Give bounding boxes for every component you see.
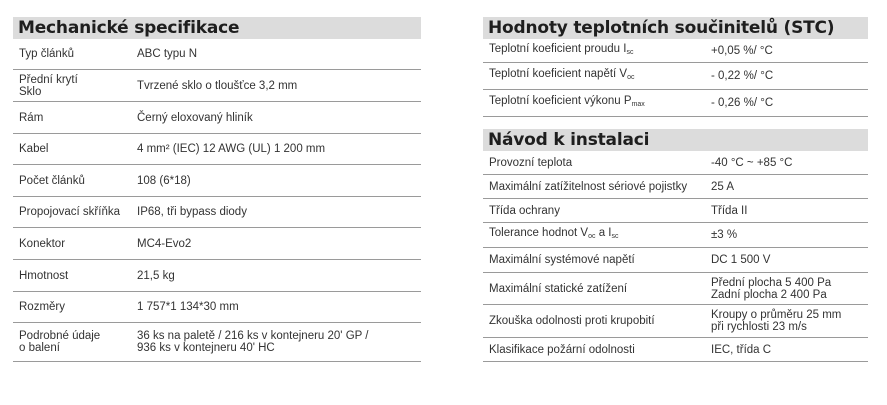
label-subscript: sc [626, 48, 634, 56]
spec-value: 108 (6*18) [137, 174, 191, 187]
spec-value-line1: Přední plocha 5 400 Pa [711, 276, 832, 289]
spec-label: Klasifikace požární odolnosti [489, 343, 635, 356]
spec-label [483, 95, 711, 111]
spec-value: 4 mm² (IEC) 12 AWG (UL) 1 200 mm [137, 143, 326, 155]
label-text: Teplotní koeficient výkonu P [489, 95, 632, 107]
install-row-system-voltage [483, 248, 868, 273]
spec-row-dimensions [13, 292, 421, 323]
mechanical-specs-panel [13, 17, 421, 362]
spec-value-line2: Zadní plocha 2 400 Pa [711, 288, 827, 301]
spec-value: Třída II [711, 204, 748, 217]
spec-value: IEC, třída C [711, 343, 772, 356]
stc-row-current [483, 39, 868, 63]
spec-row-junction-box [13, 197, 421, 228]
stc-row-power [483, 90, 868, 117]
spec-row-cable [13, 134, 421, 165]
spec-label [483, 227, 711, 243]
spec-row-connector [13, 228, 421, 260]
label-subscript: max [631, 101, 645, 108]
spec-label [13, 74, 137, 98]
spec-label: Maximální statické zatížení [489, 282, 628, 295]
spec-label: Rám [19, 111, 44, 124]
spec-label [483, 43, 711, 59]
spec-value: ABC typu N [137, 48, 198, 60]
spec-row-front-cover [13, 70, 421, 102]
label-subscript: oc [627, 74, 635, 81]
spec-label: Hmotnost [19, 269, 69, 282]
spec-value [711, 309, 868, 333]
label-text: Tolerance hodnot V [489, 227, 589, 239]
spec-value: 21,5 kg [137, 269, 175, 282]
spec-value: IP68, tři bypass diody [137, 206, 247, 218]
spec-value: 1 757*1 134*30 mm [137, 301, 239, 313]
spec-value: +0,05 %/ °C [711, 44, 773, 57]
spec-value [137, 330, 421, 354]
spec-value [711, 277, 868, 301]
spec-value: - 0,26 %/ °C [711, 97, 774, 109]
spec-value: - 0,22 %/ °C [711, 70, 774, 82]
section-gap [483, 117, 868, 129]
spec-value: MC4-Evo2 [137, 237, 192, 250]
mechanical-specs-title: Mechanické specifikace [13, 17, 421, 39]
spec-value: -40 °C ~ +85 °C [711, 156, 793, 169]
stc-row-voltage [483, 63, 868, 90]
spec-label: Maximální systémové napětí [489, 254, 635, 266]
label-text: Teplotní koeficient napětí V [489, 68, 628, 80]
label-text: a I [595, 227, 612, 239]
label-subscript: sc [611, 233, 619, 240]
spec-label-line1: Podrobné údaje [19, 330, 101, 342]
install-row-tolerance [483, 223, 868, 248]
install-row-fire-class [483, 338, 868, 362]
spec-row-frame [13, 102, 421, 134]
spec-value: 25 A [711, 180, 735, 193]
install-row-protection-class [483, 199, 868, 223]
spec-row-cell-count [13, 165, 421, 197]
spec-value-line2: při rychlosti 23 m/s [711, 321, 807, 333]
spec-label-line2: Sklo [19, 85, 42, 98]
spec-value-line1: 36 ks na paletě / 216 ks v kontejneru 20' GP / [137, 330, 369, 342]
label-text: Teplotní koeficient proudu I [489, 42, 627, 55]
spec-row-weight [13, 260, 421, 292]
label-subscript: oc [588, 233, 596, 240]
spec-label: Provozní teplota [489, 156, 573, 169]
stc-title: Hodnoty teplotních součinitelů (STC) [483, 17, 868, 39]
spec-label: Konektor [19, 237, 66, 250]
right-specs-panel [483, 17, 868, 362]
spec-label: Maximální zatížitelnost sériové pojistky [489, 180, 688, 193]
spec-value-line2: 936 ks v kontejneru 40' HC [137, 342, 275, 354]
install-row-operating-temp [483, 151, 868, 175]
spec-value: Černý eloxovaný hliník [137, 111, 253, 124]
spec-value: ±3 % [711, 229, 738, 241]
spec-value-line1: Kroupy o průměru 25 mm [711, 309, 842, 321]
spec-row-cell-type [13, 39, 421, 70]
spec-label: Třída ochrany [489, 204, 560, 217]
spec-label-line1: Přední krytí [19, 73, 78, 86]
spec-label: Zkouška odolnosti proti krupobití [489, 315, 655, 327]
spec-row-packaging [13, 323, 421, 362]
spec-label: Typ článků [19, 48, 74, 60]
spec-value: DC 1 500 V [711, 254, 771, 266]
spec-label: Počet článků [19, 174, 85, 187]
install-row-fuse [483, 175, 868, 199]
install-title: Návod k instalaci [483, 129, 868, 151]
spec-label-line2: o balení [19, 342, 60, 354]
spec-label: Kabel [19, 143, 49, 155]
spec-label [483, 68, 711, 84]
spec-label: Propojovací skříňka [19, 206, 120, 218]
install-row-hail-test [483, 305, 868, 338]
spec-label [13, 330, 137, 354]
spec-value: Tvrzené sklo o tloušťce 3,2 mm [137, 79, 298, 92]
install-row-static-load [483, 273, 868, 305]
spec-label: Rozměry [19, 301, 66, 313]
